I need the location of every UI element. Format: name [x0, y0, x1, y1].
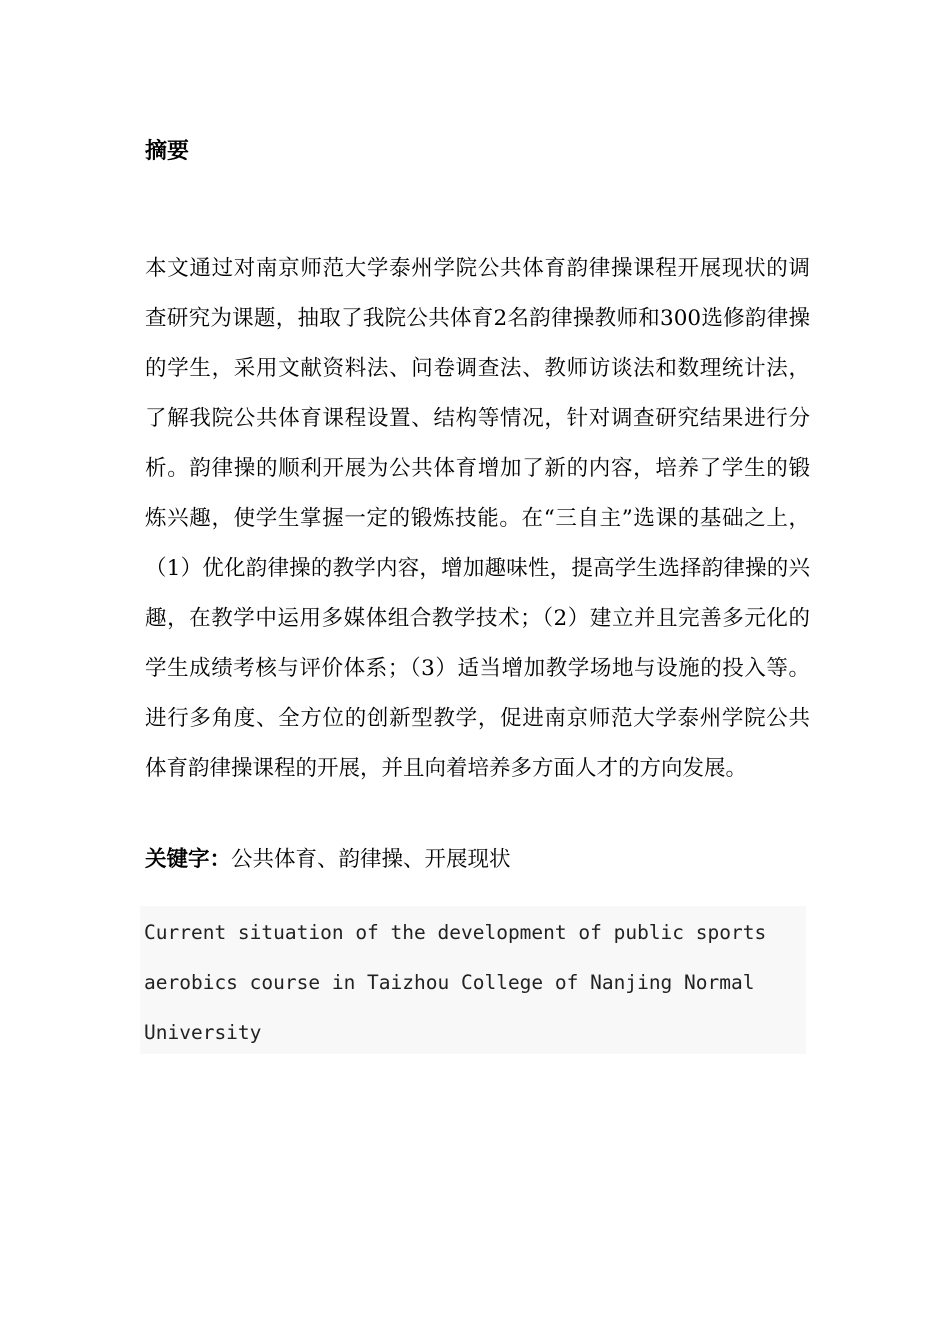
keywords-list: 公共体育、韵律操、开展现状 — [231, 847, 511, 872]
english-title-block — [140, 906, 806, 1054]
abstract-body: 本文通过对南京师范大学泰州学院公共体育韵律操课程开展现状的调查研究为课题，抽取了我院公共体育2名韵律操教师和300选修韵律操的学生，采用文献资料法、问卷调查法、教师访谈法和数理统计法，了解我院公共体育课程设置、结构等情况，针对调查研究结果进行分析。韵律操的顺利开展为公共体育增加了新的内容，培养了学生的锻炼兴趣，使学生掌握一定的锻炼技能。在“三自主”选课的基础之上，（1）优化韵律操的教学内容，增加趣味性，提高学生选择韵律操的兴趣，在教学中运用多媒体组合教学技术；（2）建立并且完善多元化的学生成绩考核与评价体系；（3）适当增加教学场地与设施的投入等。进行多角度、全方位的创新型教学，促进南京师范大学泰州学院公共体育韵律操课程的开展，并且向着培养多方面人才的方向发展。 — [145, 256, 810, 781]
english-title: Current situation of the development of public sports aerobics course in Taizhou College of Nanjing Normal University — [144, 921, 767, 1044]
abstract-heading: 摘要 — [145, 139, 190, 164]
keywords-line — [145, 842, 810, 878]
keywords-label: 关键字： — [145, 847, 232, 872]
